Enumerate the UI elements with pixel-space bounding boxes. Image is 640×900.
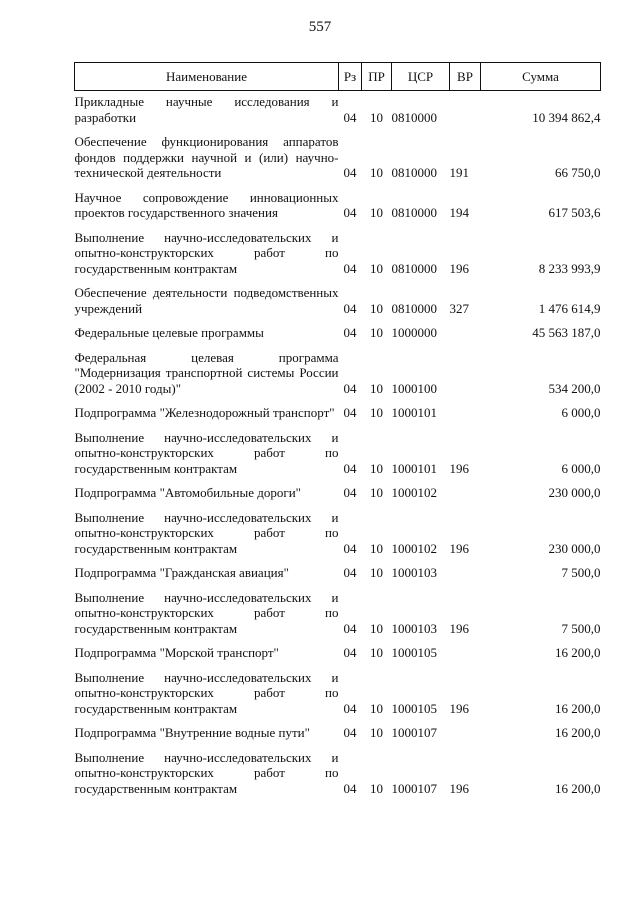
row-rz-code: 04 (343, 260, 357, 276)
row-name: Выполнение научно-исследовательских и опытно-конструкторских работ по государственным контрактам (74, 669, 339, 716)
row-amount: 534 200,0 (548, 380, 601, 396)
row-csr-code: 0810000 (391, 205, 437, 220)
row-name: Подпрограмма "Железнодорожный транспорт" (74, 405, 335, 420)
budget-table (74, 62, 601, 796)
row-name: Обеспечение деятельности подведомственных учреждений (74, 285, 339, 316)
row-pr-code: 10 (370, 700, 383, 716)
row-amount: 230 000,0 (548, 540, 601, 556)
row-name: Федеральная целевая программа "Модернизация транспортной системы России (2002 - 2010 годы)" (74, 349, 339, 396)
row-rz-code: 04 (343, 380, 357, 396)
table-row (75, 221, 601, 277)
table-row (75, 316, 601, 341)
row-rz-code: 04 (343, 565, 357, 580)
row-rz-code: 04 (343, 780, 357, 796)
row-pr-code: 10 (370, 460, 383, 476)
table-row (75, 91, 601, 126)
row-amount: 16 200,0 (555, 645, 601, 660)
row-csr-code: 1000107 (391, 725, 437, 740)
row-pr-code: 10 (370, 109, 383, 125)
row-csr-code: 1000101 (391, 460, 437, 476)
row-amount: 16 200,0 (555, 725, 601, 740)
table-row (75, 636, 601, 661)
row-vr-code: 196 (449, 540, 469, 556)
table-row (75, 556, 601, 581)
row-rz-code: 04 (343, 485, 357, 500)
row-amount: 7 500,0 (561, 620, 601, 636)
row-csr-code: 0810000 (391, 109, 437, 125)
row-amount: 10 394 862,4 (532, 109, 601, 125)
row-rz-code: 04 (343, 109, 357, 125)
table-row (75, 125, 601, 181)
row-vr-code: 194 (449, 205, 469, 220)
table-header-row (75, 63, 601, 91)
row-pr-code: 10 (370, 325, 383, 340)
table-row (75, 716, 601, 741)
row-vr-code (450, 341, 481, 397)
row-vr-code: 196 (449, 260, 469, 276)
row-name: Обеспечение функционирования аппаратов фондов поддержки научной и (или) научно-технической деятельности (74, 134, 339, 180)
row-csr-code: 1000000 (391, 325, 437, 340)
row-pr-code: 10 (370, 260, 383, 276)
row-csr-code: 0810000 (391, 165, 437, 180)
table-row (75, 476, 601, 501)
header-pr: ПР (362, 63, 392, 91)
table-row (75, 276, 601, 316)
row-amount: 66 750,0 (555, 165, 601, 180)
row-amount: 1 476 614,9 (538, 300, 601, 316)
row-rz-code: 04 (343, 645, 357, 660)
row-pr-code: 10 (370, 205, 383, 220)
row-pr-code: 10 (370, 405, 383, 420)
row-pr-code: 10 (370, 300, 383, 316)
row-vr-code (450, 91, 481, 126)
row-name: Выполнение научно-исследовательских и опытно-конструкторских работ по государственным контрактам (74, 429, 339, 476)
row-name: Федеральные целевые программы (74, 325, 264, 340)
row-rz-code: 04 (343, 620, 357, 636)
table-row (75, 741, 601, 797)
row-rz-code: 04 (343, 300, 357, 316)
row-pr-code: 10 (370, 165, 383, 180)
row-name: Выполнение научно-исследовательских и опытно-конструкторских работ по государственным контрактам (74, 589, 339, 636)
row-rz-code: 04 (343, 700, 357, 716)
row-vr-code: 196 (449, 620, 469, 636)
row-pr-code: 10 (370, 485, 383, 500)
row-csr-code: 1000105 (391, 645, 437, 660)
row-amount: 7 500,0 (561, 565, 601, 580)
row-name: Подпрограмма "Гражданская авиация" (74, 565, 289, 580)
header-csr: ЦСР (392, 63, 450, 91)
row-amount: 16 200,0 (555, 700, 601, 716)
row-csr-code: 1000103 (391, 565, 437, 580)
row-amount: 45 563 187,0 (532, 325, 601, 340)
row-amount: 6 000,0 (561, 460, 601, 476)
row-pr-code: 10 (370, 780, 383, 796)
row-amount: 8 233 993,9 (538, 260, 601, 276)
table-row (75, 421, 601, 477)
table-body (75, 91, 601, 797)
row-amount: 6 000,0 (561, 405, 601, 420)
row-name: Выполнение научно-исследовательских и опытно-конструкторских работ по государственным контрактам (74, 229, 339, 276)
header-sum: Сумма (481, 63, 601, 91)
row-amount: 617 503,6 (548, 205, 601, 220)
row-vr-code (450, 716, 481, 741)
row-name: Подпрограмма "Внутренние водные пути" (74, 725, 310, 740)
row-pr-code: 10 (370, 540, 383, 556)
row-vr-code: 196 (449, 700, 469, 716)
row-vr-code: 191 (449, 165, 469, 180)
row-csr-code: 1000102 (391, 540, 437, 556)
row-pr-code: 10 (370, 645, 383, 660)
row-vr-code (450, 316, 481, 341)
row-name: Выполнение научно-исследовательских и опытно-конструкторских работ по государственным контрактам (74, 509, 339, 556)
row-csr-code: 1000107 (391, 780, 437, 796)
row-pr-code: 10 (370, 620, 383, 636)
row-vr-code (450, 396, 481, 421)
row-name: Подпрограмма "Автомобильные дороги" (74, 485, 301, 500)
row-vr-code: 196 (449, 780, 469, 796)
table-row (75, 581, 601, 637)
table-row (75, 501, 601, 557)
row-rz-code: 04 (343, 325, 357, 340)
row-csr-code: 0810000 (391, 260, 437, 276)
row-csr-code: 1000103 (391, 620, 437, 636)
row-rz-code: 04 (343, 460, 357, 476)
row-csr-code: 1000105 (391, 700, 437, 716)
row-amount: 16 200,0 (555, 780, 601, 796)
row-pr-code: 10 (370, 565, 383, 580)
row-name: Подпрограмма "Морской транспорт" (74, 645, 279, 660)
row-name: Прикладные научные исследования и разработки (74, 94, 339, 125)
table-row (75, 396, 601, 421)
table-row (75, 661, 601, 717)
row-pr-code: 10 (370, 725, 383, 740)
header-name: Наименование (75, 63, 339, 91)
row-name: Выполнение научно-исследовательских и опытно-конструкторских работ по государственным контрактам (74, 749, 339, 796)
row-pr-code: 10 (370, 380, 383, 396)
row-rz-code: 04 (343, 165, 357, 180)
row-rz-code: 04 (343, 725, 357, 740)
row-vr-code: 327 (449, 300, 469, 316)
table-row (75, 341, 601, 397)
row-csr-code: 1000100 (391, 380, 437, 396)
row-csr-code: 0810000 (391, 300, 437, 316)
row-csr-code: 1000101 (391, 405, 437, 420)
row-vr-code: 196 (449, 460, 469, 476)
row-rz-code: 04 (343, 205, 357, 220)
row-csr-code: 1000102 (391, 485, 437, 500)
row-vr-code (450, 476, 481, 501)
row-amount: 230 000,0 (548, 485, 601, 500)
row-rz-code: 04 (343, 405, 357, 420)
row-vr-code (450, 556, 481, 581)
table-row (75, 181, 601, 221)
row-rz-code: 04 (343, 540, 357, 556)
row-name: Научное сопровождение инновационных проектов государственного значения (74, 189, 339, 220)
header-rz: Рз (339, 63, 362, 91)
page-number: 557 (308, 19, 332, 35)
row-vr-code (450, 636, 481, 661)
header-vr: ВР (450, 63, 481, 91)
